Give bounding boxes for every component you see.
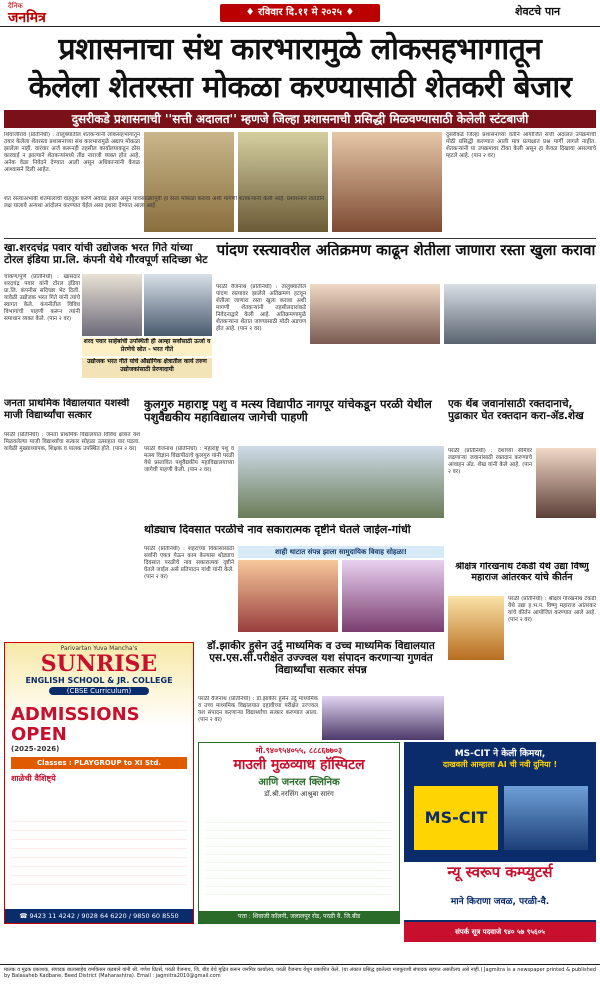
story2-headline: खा.शरदचंद्र पवार यांची उद्योजक भरत गिते यांच्या टोरल इंडिया प्रा.लि. कंपनी येथे गौरवपूर्ण सदिच्छा भेट xyxy=(4,242,208,267)
imprint-footer xyxy=(0,964,600,1001)
story6-body: परळी (प्रतिनिधी) : देशाच्या सीमेवर लढणाऱ्या जवानांसाठी रक्तदान करण्याचे आवाहन ॲड. शेख यांनी केले आहे. (पान २ वर) xyxy=(448,448,532,475)
story7-strip: शाही थाटात संपन्न झाला सामुदायिक विवाह सोहळा! xyxy=(238,546,444,558)
divider xyxy=(4,238,596,239)
admissions-year: (2025-2026) xyxy=(11,745,60,753)
main-headline-line2: केलेला शेतरस्ता मोकळा करण्यासाठी शेतकरी बेजार xyxy=(28,70,572,105)
mscit-brand: MS-CIT xyxy=(414,786,498,850)
sunrise-sub: ENGLISH SCHOOL & JR. COLLEGE xyxy=(25,676,173,685)
story8-body: परळी (प्रतिनिधी) : श्रीक्षेत्र गोरखनाथ टेकडी येथे उद्या ह.भ.प. विष्णु महाराज आंतरकर यांचे कीर्तन आयोजित करण्यात आले आहे. (पान २ वर) xyxy=(508,596,596,623)
story2-photo-1 xyxy=(82,274,142,336)
logo-prefix: दैनिक xyxy=(8,2,23,10)
masthead xyxy=(0,0,600,27)
hospital-services xyxy=(205,815,393,897)
sunrise-name: SUNRISE xyxy=(40,651,158,677)
story5-body: परळी वैजनाथ (प्रतिनिधी) : महाराष्ट्र पशु व मत्स्य विज्ञान विद्यापीठाचे कुलगुरु यांनी परळी येथे प्रस्तावित पशुवैद्यकीय महाविद्यालयाच्या जागेची पाहणी केली. (पान २ वर) xyxy=(144,446,234,473)
story5-headline: कुलगुरु महाराष्ट्र पशु व मत्स्य विद्यापीठ नागपूर यांचेकडून परळी येथील पशुवैद्यकीय महाविद्यालय जागेची पाहणी xyxy=(144,398,432,425)
story4-body: परळी (प्रतिनिधी) : जनता प्राथमिक विद्यालयात विविध क्षेत्रात यश मिळवलेल्या माजी विद्यार्थ्यांचा सत्कार सोहळा उत्साहात पार पडला. यावेळी मुख्याध्यापक, शिक्षक व पालक उपस्थित होते. (पान २ वर) xyxy=(4,432,140,452)
story3-headline: पांदण रस्त्यावरील अतिक्रमण काढून शेतीला जाणारा रस्ता खुला करावा xyxy=(216,242,596,259)
imprint-text: मालक व मुद्रक प्रकाशक, संपादक बालासाहेब रामकिसन कडबाने यांनी श्री. गणेश प्रिंटर्स, परळी वैजनाथ, जि. बीड येथे मुद्रित करून जनमित्र कार्यालय, परळी वैजनाथ येथून प्रकाशित केले. (या अंकात प्रसिद्ध झालेल्या मजकुराशी संपादक सहमत असतीलच असे नाही.) Jagmitra is a newspaper printed & published by Balasaheb Kadbane, Beed District (Maharashtra). Email : jagmitra2010@gmail.com xyxy=(4,967,596,980)
hospital-sub: आणि जनरल क्लिनिक xyxy=(258,777,340,788)
story1-photo-farmers xyxy=(332,132,442,232)
newspaper-logo xyxy=(6,2,66,24)
sunrise-org: Parivartan Yuva Mancha's xyxy=(60,645,138,652)
mscit-contact: संपर्क सूत्र पदवाजे ९४० ५७ ९५६०५ xyxy=(404,922,596,942)
mscit-location: माने किराणा जवळ, परळी-वै. xyxy=(404,894,596,908)
story3-photo-2 xyxy=(444,284,596,344)
page-label: शेवटचे पान xyxy=(515,5,561,18)
story2-body: चाकण/पुणे (प्रतिनिधी) : खासदार शरदचंद्र पवार यांनी टोरल इंडिया प्रा.लि. कंपनीस सदिच्छा भेट दिली. यावेळी उद्योजक भरत गिते यांनी त्यांचे स्वागत केले. कंपनीतील विविध विभागांची पाहणी करून त्यांनी समाधान व्यक्त केले. (पान २ वर) xyxy=(4,274,80,322)
story2-photo-2 xyxy=(144,274,212,336)
issue-date: ♦ रविवार दि.११ मे २०२५ ♦ xyxy=(220,4,380,22)
story7-photo-1 xyxy=(238,560,338,632)
story3-photo-1 xyxy=(310,284,440,344)
story8-headline: श्रीक्षेत्र गोरखनाथ टेकडी येथे उद्या विष्णु महाराज आंतरकर यांचे कीर्तन xyxy=(455,562,589,583)
sunrise-phone: ☎ 9423 11 4242 / 9028 64 6220 / 9850 60 8550 xyxy=(5,909,193,923)
story1-column1: शिवाजीराव (प्रतिनिधी) : तालुक्यातील शेतकऱ्यांनी लोकसहभागातून तयार केलेला शेतरस्ता प्रशासनाच्या संथ कारभारामुळे अद्याप मोकळा झालेला नाही. वारंवार अर्ज करूनही तहसील कार्यालयाकडून ठोस कारवाई न झाल्याने शेतकऱ्यांमध्ये तीव्र नाराजी व्यक्त होत आहे. अनेक वेळा निवेदने देण्यात आली असून अधिकाऱ्यांनी केवळ आश्वासने दिली आहेत. xyxy=(4,132,140,173)
admissions-open: ADMISSIONS OPEN xyxy=(11,704,140,745)
story1-column2: शेत रस्त्यांअभावी शेतमालाची वाहतूक करणे अवघड झाले असून पावसाळ्यापूर्वी हा रस्ता मोकळा करावा अशी मागणी शेतकऱ्यांनी केली आहे. प्रशासनाने तातडीने लक्ष घालावे अन्यथा आंदोलन करण्यात येईल असा इशारा देण्यात आला आहे. xyxy=(4,196,324,209)
story2-caption: शरद पवार साहेबांची उपस्थिती ही आम्हा सर्वांसाठी ऊर्जा व प्रेरणेचे स्रोत - भरत गीते xyxy=(82,338,212,356)
mscit-line1: MS-CIT ने केली किमया, xyxy=(454,749,546,759)
story6-headline: एक थेंब जवानांसाठी रक्तदानाचे, पुढाकार घेत रक्तदान करा-ॲड.शेख xyxy=(448,398,584,423)
story7-photo-2 xyxy=(342,560,444,632)
hospital-name: माउली मुळव्याध हॉस्पिटल xyxy=(233,757,365,773)
logo-name: जनमित्र xyxy=(8,10,46,26)
sub-headline-bar: दुसरीकडे प्रशासनाची ''सत्ती अदालत'' म्हणजे जिल्हा प्रशासनाची प्रसिद्धी मिळवण्यासाठी केलेली स्टंटबाजी xyxy=(4,110,596,128)
story9-photo xyxy=(322,696,444,740)
sunrise-features-list xyxy=(11,813,187,893)
story7-body: परळी (प्रतिनिधी) : शहराच्या विकासासाठी सर्वांनी एकत्र येऊन काम केल्यास थोड्याच दिवसात परळीचे नाव सकारात्मक दृष्टीने घेतले जाईल असे प्रतिपादन गांधी यांनी केले. (पान २ वर) xyxy=(144,546,234,580)
mscit-shop: न्यू स्वरूप कम्प्युटर्स xyxy=(404,862,596,920)
sunrise-board: (CBSE Curriculum) xyxy=(49,687,149,695)
sunrise-school-ad xyxy=(4,642,194,924)
hospital-ad xyxy=(198,742,400,924)
story4-headline: जनता प्राथमिक विद्यालयात यशस्वी माजी विद्यार्थ्यांचा सत्कार xyxy=(4,398,130,421)
story7-headline: थोड्याच दिवसात परळीचे नाव सकारात्मक दृष्टीने घेतले जाईल-गांधी xyxy=(144,524,411,536)
story9-headline: डॉ.झाकीर हुसेन उर्दु माध्यमिक व उच्च माध्यमिक विद्यालयात एस.एस.सी.परीक्षेत उज्ज्वल यश संपादन करणाऱ्या गुणवंत विद्यार्थ्यांचा सत्कार संपन्न xyxy=(207,640,435,677)
hospital-address: पत्ता : शिवाजी कॉलनी, जलालपुर रोड, परळी वै. जि.बीड xyxy=(199,911,399,923)
story6-portrait xyxy=(536,448,596,518)
story2-caption2: उद्योजक भरत गीते यांचे औद्योगिक क्षेत्रातील कार्य तरुण उद्योजकांसाठी प्रेरणादायी xyxy=(82,358,212,378)
main-headline-line1: प्रशासनाचा संथ कारभारामुळे लोकसहभागातून xyxy=(58,32,542,67)
sunrise-classes: Classes : PLAYGROUP to XI Std. xyxy=(11,757,187,769)
hospital-phone: मो.९४०९५४०५५, ८८८६७७०३ xyxy=(255,746,343,755)
story1-column4: दुसरीकडे जिल्हा प्रशासनाच्या वतीने आयोजित सत्ती अदालत उपक्रमाची मोठी प्रसिद्धी करण्यात आली मात्र प्रत्यक्षात प्रश्न मार्गी लागले नाहीत. शेतकऱ्यांनी या उपक्रमावर टीका केली असून हा केवळ दिखावा असल्याचे म्हटले आहे. (पान २ वर) xyxy=(446,132,596,159)
hospital-doctor: डॉ.श्री.नरसिंग आश्रुबा सारंग xyxy=(264,790,334,798)
story5-photo xyxy=(238,446,444,518)
sunrise-features-title: शाळेची वैशिष्ट्ये xyxy=(11,774,56,783)
story3-body: परळी वैजनाथ (प्रतिनिधी) : तालुक्यातील पांदण रस्त्यावर झालेले अतिक्रमण हटवून शेतीला जाणारा रस्ता खुला करावा अशी मागणी शेतकऱ्यांनी तहसीलदारांकडे निवेदनाद्वारे केली आहे. अतिक्रमणामुळे शेतकऱ्यांना शेतात जाण्यासाठी मोठी अडचण होत आहे. (पान २ वर) xyxy=(216,284,306,332)
story9-body: परळी वैजनाथ (प्रतिनिधी) : डॉ.झाकीर हुसेन उर्दु माध्यमिक व उच्च माध्यमिक विद्यालयात दहावीच्या परीक्षेत उज्ज्वल यश संपादन करणाऱ्या विद्यार्थ्यांचा सत्कार करण्यात आला. (पान २ वर) xyxy=(198,696,318,723)
mscit-photo xyxy=(504,786,588,850)
mscit-ad xyxy=(404,742,596,942)
story8-portrait xyxy=(448,596,504,660)
mscit-line2: दाखवली आम्हाला AI ची नवी दुनिया ! xyxy=(442,760,558,769)
